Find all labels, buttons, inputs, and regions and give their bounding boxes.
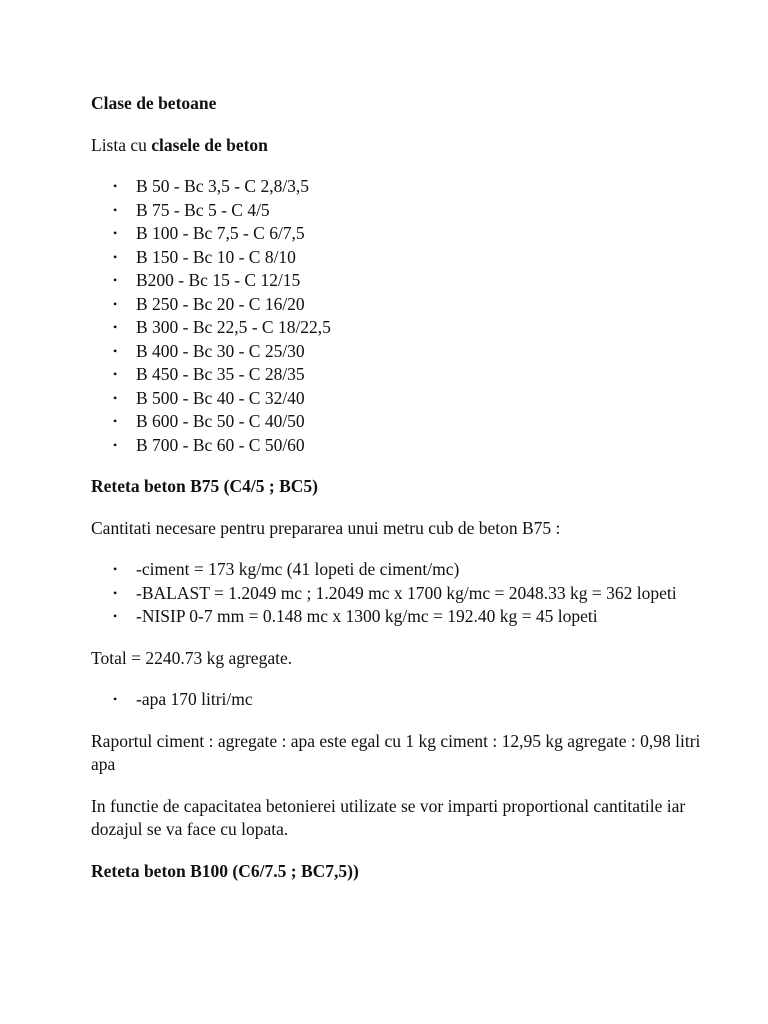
list-item: • B 250 - Bc 20 - C 16/20 — [91, 293, 708, 317]
list-item: • B 100 - Bc 7,5 - C 6/7,5 — [91, 222, 708, 246]
list-item: • B 600 - Bc 50 - C 40/50 — [91, 410, 708, 434]
recipe-b100-title: Reteta beton B100 (C6/7.5 ; BC7,5)) — [91, 860, 359, 881]
list-item: • B 500 - Bc 40 - C 32/40 — [91, 387, 708, 411]
list-item: • B 400 - Bc 30 - C 25/30 — [91, 340, 708, 364]
list-item: • B 75 - Bc 5 - C 4/5 — [91, 199, 708, 223]
list-item: • B 450 - Bc 35 - C 28/35 — [91, 363, 708, 387]
document-heading: Clase de betoane — [91, 93, 217, 113]
list-item: • B200 - Bc 15 - C 12/15 — [91, 269, 708, 293]
list-item: • B 50 - Bc 3,5 - C 2,8/3,5 — [91, 175, 708, 199]
list-item: • B 150 - Bc 10 - C 8/10 — [91, 246, 708, 270]
list-item: • -apa 170 litri/mc — [91, 688, 708, 712]
list-item: • -BALAST = 1.2049 mc ; 1.2049 mc x 1700 kg/mc = 2048.33 kg = 362 lopeti — [91, 582, 708, 606]
recipe-b75-title: Reteta beton B75 (C4/5 ; BC5) — [91, 476, 318, 496]
recipe-b75-note: In functie de capacitatea betonierei utilizate se vor imparti proportional cantitatile iar dozajul se va face cu lopata. — [91, 795, 686, 839]
classes-intro-prefix: Lista cu — [91, 134, 152, 155]
concrete-classes-list — [91, 175, 708, 457]
recipe-b75-ratio: Raportul ciment : agregate : apa este egal cu 1 kg ciment : 12,95 kg agregate : 0,98 litri apa — [91, 730, 701, 774]
list-item: • -ciment = 173 kg/mc (41 lopeti de ciment/mc) — [91, 558, 708, 582]
list-item: • B 300 - Bc 22,5 - C 18/22,5 — [91, 316, 708, 340]
list-item: • B 700 - Bc 60 - C 50/60 — [91, 434, 708, 458]
recipe-b75-intro: Cantitati necesare pentru prepararea unui metru cub de beton B75 : — [91, 517, 561, 538]
list-item: • -NISIP 0-7 mm = 0.148 mc x 1300 kg/mc = 192.40 kg = 45 lopeti — [91, 605, 708, 629]
recipe-b75-ingredients — [91, 558, 708, 629]
classes-intro — [91, 134, 708, 158]
classes-intro-bold: clasele de beton — [151, 134, 268, 155]
recipe-b75-water — [91, 688, 708, 712]
recipe-b75-total: Total = 2240.73 kg agregate. — [91, 647, 293, 668]
